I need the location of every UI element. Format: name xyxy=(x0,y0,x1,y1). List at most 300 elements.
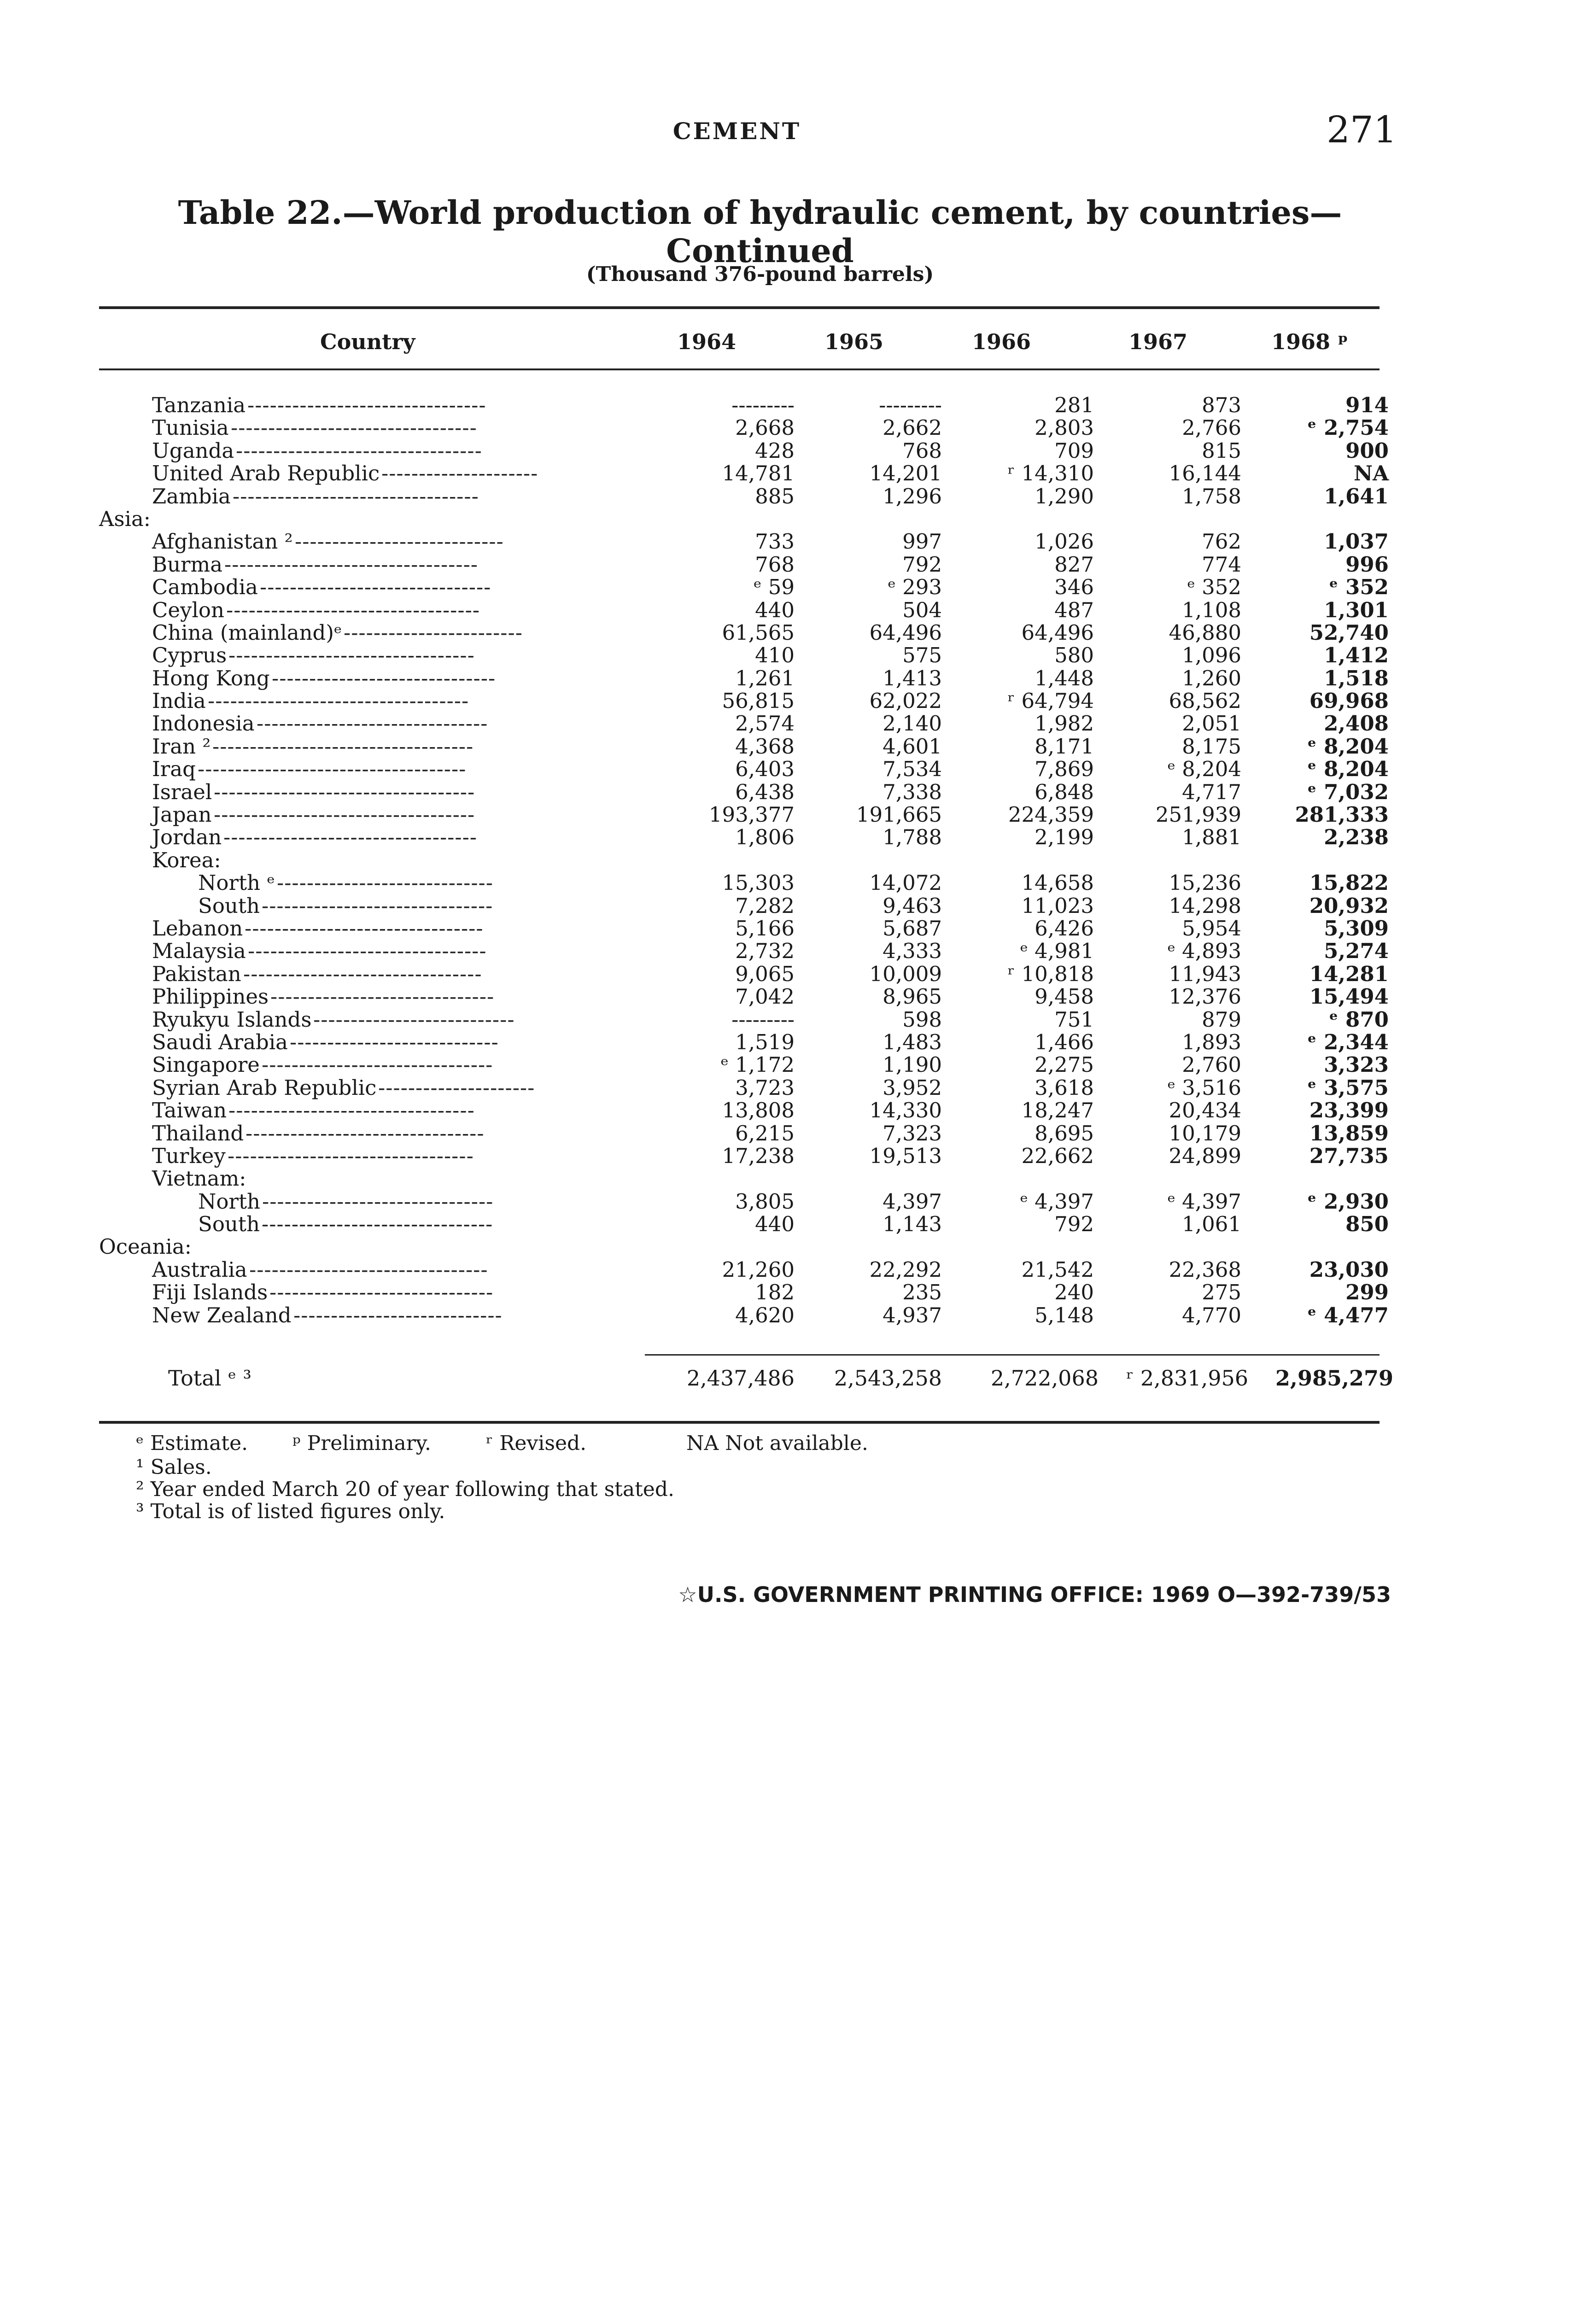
table-row xyxy=(99,620,1389,645)
cell-1968: ᵉ 8,204 xyxy=(1307,734,1389,759)
dot-leader: ------------------------------- xyxy=(262,1053,493,1076)
cell-1965: 64,496 xyxy=(869,620,942,645)
page-number: 271 xyxy=(1327,108,1397,151)
dot-leader: ------------------------------------ xyxy=(198,758,467,781)
total-1964: 2,437,486 xyxy=(686,1366,795,1391)
cell-1965: 575 xyxy=(902,643,942,668)
cell-1965: 1,190 xyxy=(883,1052,942,1077)
cell-1967: 1,758 xyxy=(1182,484,1241,509)
country-name: Hong Kong xyxy=(152,666,270,690)
table-body xyxy=(99,393,1389,1327)
table-row xyxy=(99,1257,1389,1282)
country-name: Thailand xyxy=(152,1121,244,1146)
cell-1967: 16,144 xyxy=(1169,461,1241,486)
cell-1967: 8,175 xyxy=(1182,734,1241,759)
cell-1967: 762 xyxy=(1202,529,1241,554)
country-name: Malaysia xyxy=(152,939,246,964)
table-row xyxy=(99,1167,1380,1190)
cell-1966: 1,448 xyxy=(1035,666,1094,690)
dot-leader: -------------------------------- xyxy=(249,1258,488,1281)
table-row xyxy=(99,1303,1389,1327)
total-1965: 2,543,258 xyxy=(834,1366,942,1391)
country-name: Cambodia xyxy=(152,575,258,600)
cell-1966: 240 xyxy=(1054,1280,1094,1305)
cell-1965: 62,022 xyxy=(869,689,942,713)
country-name: Uganda xyxy=(152,438,234,463)
cell-1964: 5,166 xyxy=(735,916,795,941)
dot-leader: ---------------------------------- xyxy=(224,553,478,576)
cell-1967: 68,562 xyxy=(1169,689,1241,713)
footnote-not-available: NA Not available. xyxy=(686,1432,868,1455)
cell-1968: 299 xyxy=(1345,1280,1389,1305)
column-header-1964: 1964 xyxy=(677,329,737,354)
country-name: Tanzania xyxy=(152,393,246,417)
dot-leader: ------------------------------- xyxy=(260,576,491,599)
footnote-1: ¹ Sales. xyxy=(136,1455,212,1479)
cell-1965: 2,662 xyxy=(883,415,942,440)
footnote-estimate: ᵉ Estimate. xyxy=(136,1432,248,1455)
cell-1964: 733 xyxy=(755,529,795,554)
cell-1967: 1,260 xyxy=(1182,666,1241,690)
cell-1965: 9,463 xyxy=(883,893,942,918)
cell-1968: 900 xyxy=(1345,438,1389,463)
cell-1965: 14,201 xyxy=(869,461,942,486)
cell-1965: 5,687 xyxy=(883,916,942,941)
cell-1964: 885 xyxy=(755,484,795,509)
cell-1967: 22,368 xyxy=(1169,1257,1241,1282)
footnote-3: ³ Total is of listed figures only. xyxy=(136,1500,445,1523)
cell-1968: 2,408 xyxy=(1324,711,1389,736)
cell-1965: 14,072 xyxy=(869,871,942,895)
cell-1966: 8,171 xyxy=(1035,734,1094,759)
cell-1968: 23,399 xyxy=(1309,1098,1389,1123)
dot-leader: ---------------------------- xyxy=(293,1303,503,1327)
table-row xyxy=(99,802,1389,827)
cell-1968: ᵉ 870 xyxy=(1329,1007,1389,1032)
cell-1968: 850 xyxy=(1345,1212,1389,1237)
cell-1964: --------- xyxy=(731,393,795,417)
table-row xyxy=(99,1212,1389,1237)
cell-1967: 1,108 xyxy=(1182,597,1241,622)
cell-1966: 5,148 xyxy=(1035,1303,1094,1327)
table-title: Table 22.—World production of hydraulic cement, by countries—Continued xyxy=(178,193,1342,270)
cell-1968: 1,518 xyxy=(1324,666,1389,690)
table-row xyxy=(99,438,1389,463)
dot-leader: --------------------------------- xyxy=(228,1144,474,1167)
table-header-rule xyxy=(99,368,1380,370)
cell-1968: 3,323 xyxy=(1324,1052,1389,1077)
table-row xyxy=(99,1280,1389,1305)
region-name: Oceania: xyxy=(99,1234,192,1259)
cell-1966: 21,542 xyxy=(1021,1257,1094,1282)
cell-1966: 827 xyxy=(1054,552,1094,577)
country-name: Burma xyxy=(152,552,223,577)
table-row xyxy=(99,893,1389,918)
region-heading-row xyxy=(99,508,1380,530)
country-name: Philippines xyxy=(152,984,269,1009)
cell-1965: 7,534 xyxy=(883,757,942,782)
cell-1965: 1,788 xyxy=(883,825,942,850)
cell-1967: 879 xyxy=(1202,1007,1241,1032)
cell-1965: 8,965 xyxy=(883,984,942,1009)
cell-1965: 1,413 xyxy=(883,666,942,690)
cell-1965: 3,952 xyxy=(883,1075,942,1100)
dot-leader: --------------------------- xyxy=(313,1008,515,1031)
cell-1968: 69,968 xyxy=(1309,689,1389,713)
cell-1965: 1,483 xyxy=(883,1029,942,1054)
cell-1964: 21,260 xyxy=(722,1257,795,1282)
cell-1966: 22,662 xyxy=(1021,1143,1094,1168)
cell-1967: 251,939 xyxy=(1155,802,1241,827)
dot-leader: --------------------------------- xyxy=(228,1099,475,1122)
cell-1964: 428 xyxy=(755,438,795,463)
cell-1968: ᵉ 2,344 xyxy=(1307,1029,1389,1054)
footnotes xyxy=(136,1432,1241,1523)
cell-1968: ᵉ 352 xyxy=(1329,575,1389,600)
dot-leader: ------------------------------- xyxy=(262,1213,493,1236)
cell-1966: 281 xyxy=(1054,393,1094,417)
dot-leader: -------------------------------- xyxy=(245,917,484,940)
country-name: South xyxy=(198,1212,260,1237)
dot-leader: -------------------------------- xyxy=(246,1122,485,1145)
table-row xyxy=(99,871,1389,895)
dot-leader: --------------------------------- xyxy=(236,439,482,462)
table-row xyxy=(99,779,1389,804)
country-name: Pakistan xyxy=(152,961,241,986)
cell-1967: 2,766 xyxy=(1182,415,1241,440)
dot-leader: --------------------------------- xyxy=(228,644,475,667)
total-1967: ʳ 2,831,956 xyxy=(1126,1366,1248,1391)
table-row xyxy=(99,643,1389,668)
cell-1966: 751 xyxy=(1054,1007,1094,1032)
cell-1966: 1,290 xyxy=(1035,484,1094,509)
cell-1966: 11,023 xyxy=(1021,893,1094,918)
country-name: China (mainland)ᵉ xyxy=(152,620,342,645)
cell-1967: 1,096 xyxy=(1182,643,1241,668)
cell-1968: NA xyxy=(1353,461,1389,486)
dot-leader: ---------------------------------- xyxy=(226,598,480,621)
dot-leader: ----------------------------------- xyxy=(208,690,469,713)
dot-leader: ---------------------------- xyxy=(295,530,504,553)
table-row xyxy=(99,415,1389,440)
cell-1965: 10,009 xyxy=(869,961,942,986)
cell-1966: ᵉ 4,397 xyxy=(1020,1189,1094,1214)
cell-1965: 768 xyxy=(902,438,942,463)
dot-leader: ------------------------------ xyxy=(272,666,496,690)
country-name: Fiji Islands xyxy=(152,1280,268,1305)
cell-1968: ᵉ 7,032 xyxy=(1307,779,1389,804)
cell-1966: 792 xyxy=(1054,1212,1094,1237)
cell-1968: 914 xyxy=(1345,393,1389,417)
cell-1967: 20,434 xyxy=(1169,1098,1241,1123)
country-name: United Arab Republic xyxy=(152,461,380,486)
cell-1964: 14,781 xyxy=(722,461,795,486)
country-name: Vietnam: xyxy=(152,1166,246,1191)
country-name: Ryukyu Islands xyxy=(152,1007,312,1032)
cell-1967: 14,298 xyxy=(1169,893,1241,918)
country-name: Iraq xyxy=(152,757,196,782)
country-name: South xyxy=(198,893,260,918)
cell-1964: 3,805 xyxy=(735,1189,795,1214)
country-name: North xyxy=(198,1189,261,1214)
table-row xyxy=(99,757,1389,782)
cell-1968: ᵉ 8,204 xyxy=(1307,757,1389,782)
table-row xyxy=(99,1189,1389,1214)
cell-1966: ᵉ 4,981 xyxy=(1020,939,1094,964)
cell-1964: 61,565 xyxy=(722,620,795,645)
country-name: Zambia xyxy=(152,484,231,509)
table-top-rule xyxy=(99,306,1380,309)
cell-1968: 15,822 xyxy=(1309,871,1389,895)
table-row xyxy=(99,984,1389,1009)
cell-1966: 64,496 xyxy=(1021,620,1094,645)
cell-1967: 10,179 xyxy=(1169,1121,1241,1146)
cell-1964: 193,377 xyxy=(708,802,795,827)
country-name: Indonesia xyxy=(152,711,255,736)
dot-leader: --------------------- xyxy=(381,462,538,485)
table-row xyxy=(99,711,1389,736)
cell-1966: 18,247 xyxy=(1021,1098,1094,1123)
cell-1966: 580 xyxy=(1054,643,1094,668)
cell-1967: 12,376 xyxy=(1169,984,1241,1009)
country-name: Tunisia xyxy=(152,415,229,440)
cell-1965: 1,143 xyxy=(883,1212,942,1237)
cell-1968: ᵉ 2,930 xyxy=(1307,1189,1389,1214)
total-row xyxy=(99,1366,1393,1393)
cell-1965: 504 xyxy=(902,597,942,622)
cell-1966: 2,803 xyxy=(1035,415,1094,440)
cell-1967: 4,717 xyxy=(1182,779,1241,804)
cell-1965: 1,296 xyxy=(883,484,942,509)
cell-1966: 1,982 xyxy=(1035,711,1094,736)
dot-leader: ----------------------------------- xyxy=(214,780,475,803)
cell-1968: 1,412 xyxy=(1324,643,1389,668)
cell-1967: 11,943 xyxy=(1169,961,1241,986)
country-name: India xyxy=(152,689,206,713)
dot-leader: ----------------------------- xyxy=(277,871,493,894)
table-row xyxy=(99,1121,1389,1146)
column-header-1968: 1968 ᵖ xyxy=(1271,329,1348,354)
cell-1968: 996 xyxy=(1345,552,1389,577)
table-row xyxy=(99,393,1389,417)
cell-1964: 440 xyxy=(755,1212,795,1237)
cell-1966: ʳ 10,818 xyxy=(1007,961,1094,986)
cell-1968: 2,238 xyxy=(1324,825,1389,850)
country-name: Lebanon xyxy=(152,916,243,941)
cell-1964: --------- xyxy=(731,1007,795,1032)
cell-1964: 2,732 xyxy=(735,939,795,964)
cell-1967: 15,236 xyxy=(1169,871,1241,895)
country-name: Saudi Arabia xyxy=(152,1029,288,1054)
dot-leader: -------------------------------- xyxy=(243,962,482,985)
table-row xyxy=(99,529,1389,554)
cell-1964: ᵉ 1,172 xyxy=(720,1052,795,1077)
dot-leader: ---------------------------- xyxy=(290,1030,499,1053)
cell-1964: 6,438 xyxy=(735,779,795,804)
table-row xyxy=(99,461,1389,486)
cell-1965: 235 xyxy=(902,1280,942,1305)
cell-1968: 15,494 xyxy=(1309,984,1389,1009)
cell-1968: 27,735 xyxy=(1309,1143,1389,1168)
cell-1964: 440 xyxy=(755,597,795,622)
column-header-1966: 1966 xyxy=(972,329,1031,354)
country-name: Ceylon xyxy=(152,597,224,622)
cell-1965: 4,601 xyxy=(883,734,942,759)
country-name: New Zealand xyxy=(152,1303,292,1327)
country-name: Afghanistan ² xyxy=(152,529,293,554)
cell-1964: 1,261 xyxy=(735,666,795,690)
region-name: Asia: xyxy=(99,506,151,531)
cell-1966: 487 xyxy=(1054,597,1094,622)
table-subtitle: (Thousand 376-pound barrels) xyxy=(586,263,934,286)
cell-1968: 1,641 xyxy=(1324,484,1389,509)
cell-1968: ᵉ 4,477 xyxy=(1307,1303,1389,1327)
column-header-1965: 1965 xyxy=(824,329,884,354)
cell-1965: 792 xyxy=(902,552,942,577)
table-row xyxy=(99,1075,1389,1100)
cell-1966: 2,199 xyxy=(1035,825,1094,850)
cell-1967: 275 xyxy=(1202,1280,1241,1305)
cell-1966: ʳ 14,310 xyxy=(1007,461,1094,486)
country-name: Taiwan xyxy=(152,1098,227,1123)
total-rule xyxy=(645,1354,1380,1356)
dot-leader: ------------------------------- xyxy=(257,712,488,735)
cell-1964: 9,065 xyxy=(735,961,795,986)
table-row xyxy=(99,597,1389,622)
cell-1964: 13,808 xyxy=(722,1098,795,1123)
total-1968: 2,985,279 xyxy=(1275,1366,1393,1391)
table-row xyxy=(99,939,1389,964)
country-name: Singapore xyxy=(152,1052,260,1077)
cell-1964: 7,282 xyxy=(735,893,795,918)
cell-1968: 5,309 xyxy=(1324,916,1389,941)
cell-1965: 598 xyxy=(902,1007,942,1032)
cell-1967: ᵉ 8,204 xyxy=(1167,757,1241,782)
dot-leader: ----------------------------------- xyxy=(212,735,474,758)
country-name: Jordan xyxy=(152,825,222,850)
dot-leader: ------------------------------ xyxy=(269,1281,494,1304)
cell-1964: 768 xyxy=(755,552,795,577)
footnote-revised: ʳ Revised. xyxy=(486,1432,587,1455)
cell-1967: 24,899 xyxy=(1169,1143,1241,1168)
cell-1965: 997 xyxy=(902,529,942,554)
cell-1968: 1,301 xyxy=(1324,597,1389,622)
cell-1967: 1,061 xyxy=(1182,1212,1241,1237)
cell-1967: ᵉ 4,893 xyxy=(1167,939,1241,964)
cell-1968: 20,932 xyxy=(1309,893,1389,918)
cell-1967: 5,954 xyxy=(1182,916,1241,941)
cell-1964: 3,723 xyxy=(735,1075,795,1100)
table-row xyxy=(99,849,1380,871)
cell-1964: 4,620 xyxy=(735,1303,795,1327)
cell-1965: 7,338 xyxy=(883,779,942,804)
table-row xyxy=(99,1029,1389,1054)
cell-1964: 4,368 xyxy=(735,734,795,759)
running-head: CEMENT xyxy=(672,117,801,145)
cell-1964: 182 xyxy=(755,1280,795,1305)
column-header-1967: 1967 xyxy=(1128,329,1188,354)
cell-1966: 1,466 xyxy=(1035,1029,1094,1054)
table-row xyxy=(99,1098,1389,1123)
cell-1964: 6,403 xyxy=(735,757,795,782)
cell-1968: 13,859 xyxy=(1309,1121,1389,1146)
cell-1967: 774 xyxy=(1202,552,1241,577)
region-heading-row xyxy=(99,1235,1380,1258)
table-row xyxy=(99,1052,1389,1077)
table-row xyxy=(99,1143,1389,1168)
dot-leader: ------------------------------ xyxy=(270,985,495,1008)
cell-1968: ᵉ 2,754 xyxy=(1307,415,1389,440)
footnote-symbols xyxy=(136,1432,1241,1456)
cell-1967: ᵉ 3,516 xyxy=(1167,1075,1241,1100)
cell-1965: --------- xyxy=(879,393,942,417)
table-row xyxy=(99,916,1389,941)
table-row xyxy=(99,575,1389,600)
cell-1965: 191,665 xyxy=(856,802,942,827)
cell-1966: 709 xyxy=(1054,438,1094,463)
cell-1966: ʳ 64,794 xyxy=(1007,689,1094,713)
dot-leader: ------------------------------- xyxy=(262,1190,494,1213)
footnote-preliminary: ᵖ Preliminary. xyxy=(292,1432,431,1455)
cell-1965: 4,397 xyxy=(883,1189,942,1214)
country-name: North ᵉ xyxy=(198,871,275,895)
cell-1966: 346 xyxy=(1054,575,1094,600)
cell-1967: ᵉ 352 xyxy=(1187,575,1241,600)
cell-1967: 46,880 xyxy=(1169,620,1241,645)
cell-1967: 4,770 xyxy=(1182,1303,1241,1327)
cell-1968: 281,333 xyxy=(1295,802,1389,827)
country-name: Korea: xyxy=(152,848,221,872)
cell-1966: 3,618 xyxy=(1035,1075,1094,1100)
country-name: Syrian Arab Republic xyxy=(152,1075,377,1100)
cell-1964: 2,574 xyxy=(735,711,795,736)
country-name: Cyprus xyxy=(152,643,227,668)
cell-1965: 19,513 xyxy=(869,1143,942,1168)
dot-leader: --------------------- xyxy=(378,1076,535,1099)
cell-1967: 873 xyxy=(1202,393,1241,417)
cell-1967: 1,893 xyxy=(1182,1029,1241,1054)
table-row xyxy=(99,666,1389,690)
table-row xyxy=(99,689,1389,713)
cell-1967: 2,760 xyxy=(1182,1052,1241,1077)
cell-1964: 2,668 xyxy=(735,415,795,440)
table-row xyxy=(99,1007,1389,1032)
cell-1965: 14,330 xyxy=(869,1098,942,1123)
cell-1964: 17,238 xyxy=(722,1143,795,1168)
dot-leader: ------------------------ xyxy=(344,621,523,644)
cell-1968: ᵉ 3,575 xyxy=(1307,1075,1389,1100)
cell-1966: 7,869 xyxy=(1035,757,1094,782)
table-row xyxy=(99,734,1389,759)
country-name: Turkey xyxy=(152,1143,226,1168)
table-header-row xyxy=(99,325,1380,362)
cell-1966: 224,359 xyxy=(1008,802,1094,827)
country-name: Japan xyxy=(152,802,212,827)
table-row xyxy=(99,825,1389,850)
cell-1965: 22,292 xyxy=(869,1257,942,1282)
cell-1964: 410 xyxy=(755,643,795,668)
cell-1964: 6,215 xyxy=(735,1121,795,1146)
country-name: Israel xyxy=(152,779,212,804)
total-1966: 2,722,068 xyxy=(990,1366,1099,1391)
cell-1966: 8,695 xyxy=(1035,1121,1094,1146)
dot-leader: -------------------------------- xyxy=(247,394,486,416)
cell-1967: 1,881 xyxy=(1182,825,1241,850)
cell-1968: 1,037 xyxy=(1324,529,1389,554)
cell-1965: 4,333 xyxy=(883,939,942,964)
cell-1964: 7,042 xyxy=(735,984,795,1009)
cell-1964: ᵉ 59 xyxy=(754,575,795,600)
